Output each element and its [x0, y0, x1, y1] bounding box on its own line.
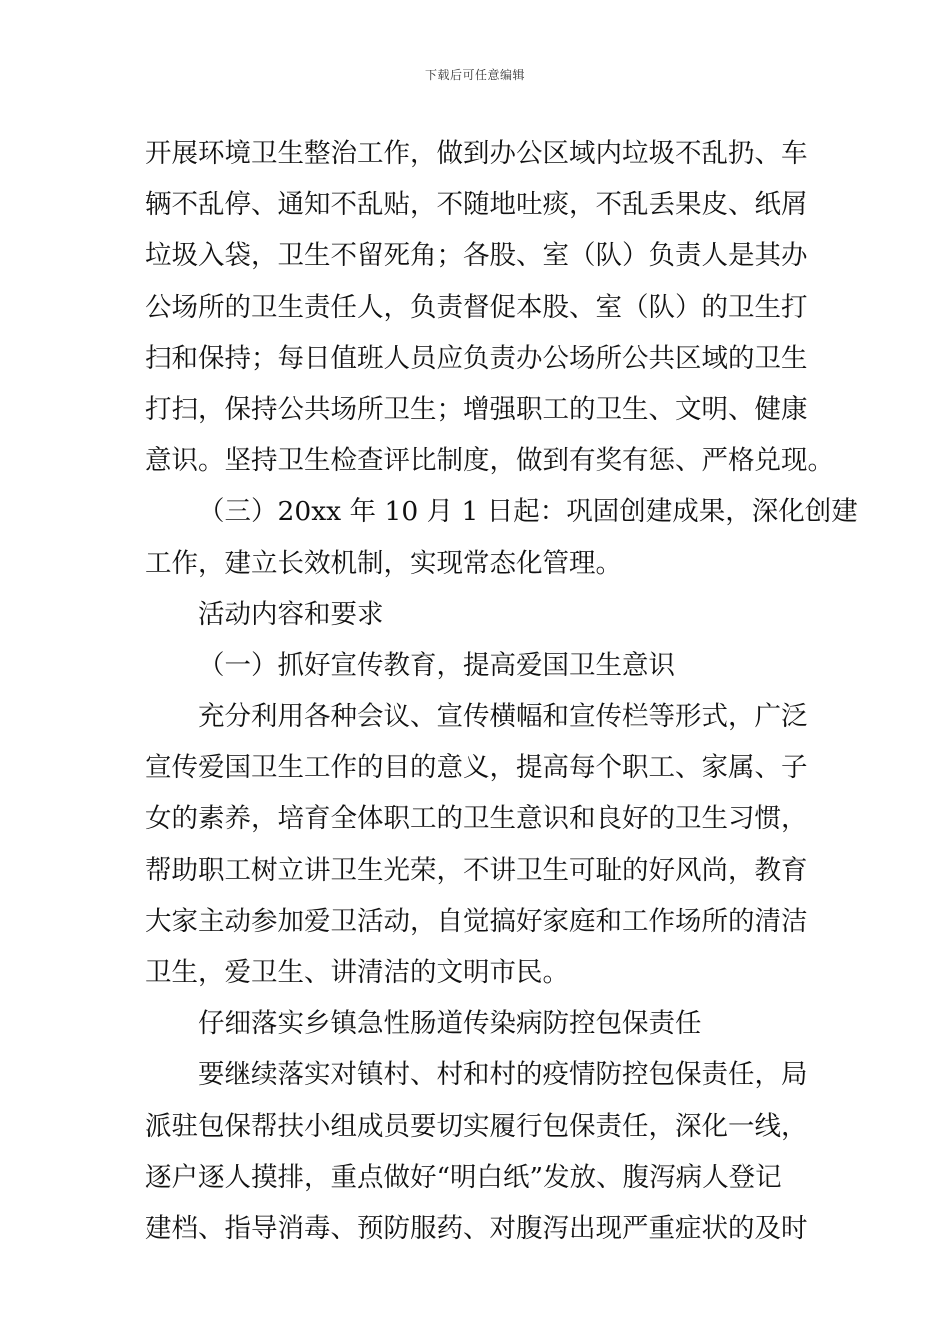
text-line: 建档、指导消毒、预防服药、对腹泻出现严重症状的及时: [145, 1212, 808, 1244]
text-line: （一）抓好宣传教育，提高爱国卫生意识: [198, 649, 675, 681]
text-line: （三）20xx 年 10 月 1 日起：巩固创建成果，深化创建: [198, 496, 858, 528]
text-line: 垃圾入袋，卫生不留死角；各股、室（队）负责人是其办: [145, 240, 808, 272]
text-line: 女的素养，培育全体职工的卫生意识和良好的卫生习惯，: [145, 803, 808, 835]
text-line: 大家主动参加爱卫活动，自觉搞好家庭和工作场所的清洁: [145, 905, 808, 937]
text-line: 工作，建立长效机制，实现常态化管理。: [145, 547, 622, 579]
text-line: 卫生，爱卫生、讲清洁的文明市民。: [145, 957, 569, 988]
text-line: 仔细落实乡镇急性肠道传染病防控包保责任: [198, 1008, 702, 1040]
text-line: 活动内容和要求: [198, 598, 384, 630]
paragraph-publicity-education: [145, 691, 808, 998]
document-body: [145, 128, 858, 1254]
section-heading-publicity: [145, 640, 805, 691]
text-line: 要继续落实对镇村、村和村的疫情防控包保责任，局: [198, 1059, 808, 1091]
text-line: 公场所的卫生责任人，负责督促本股、室（队）的卫生打: [145, 291, 808, 323]
paragraph-sanitation-work: [145, 128, 834, 486]
text-line: 宣传爱国卫生工作的目的意义，提高每个职工、家属、子: [145, 752, 808, 784]
text-line: 开展环境卫生整治工作，做到办公区域内垃圾不乱扔、车: [145, 138, 808, 169]
text-line: 充分利用各种会议、宣传横幅和宣传栏等形式，广泛: [198, 701, 808, 733]
section-heading-disease-control: [145, 998, 805, 1049]
paragraph-phase-three: [145, 486, 858, 588]
text-line: 意识。坚持卫生检查评比制度，做到有奖有惩、严格兑现。: [145, 445, 834, 477]
text-line: 派驻包保帮扶小组成员要切实履行包保责任，深化一线，: [145, 1110, 808, 1142]
header-note: 下载后可任意编辑: [424, 68, 525, 82]
text-line: 帮助职工树立讲卫生光荣，不讲卫生可耻的好风尚，教育: [145, 854, 808, 886]
paragraph-disease-control: [145, 1049, 808, 1254]
text-line: 扫和保持；每日值班人员应负责办公场所公共区域的卫生: [145, 342, 808, 374]
text-line: 打扫，保持公共场所卫生；增强职工的卫生、文明、健康: [145, 393, 808, 425]
section-heading-activities: [145, 589, 805, 640]
text-line: 逐户逐人摸排，重点做好“明白纸”发放、腹泻病人登记: [145, 1161, 782, 1193]
text-line: 辆不乱停、通知不乱贴，不随地吐痰，不乱丢果皮、纸屑: [145, 189, 808, 221]
